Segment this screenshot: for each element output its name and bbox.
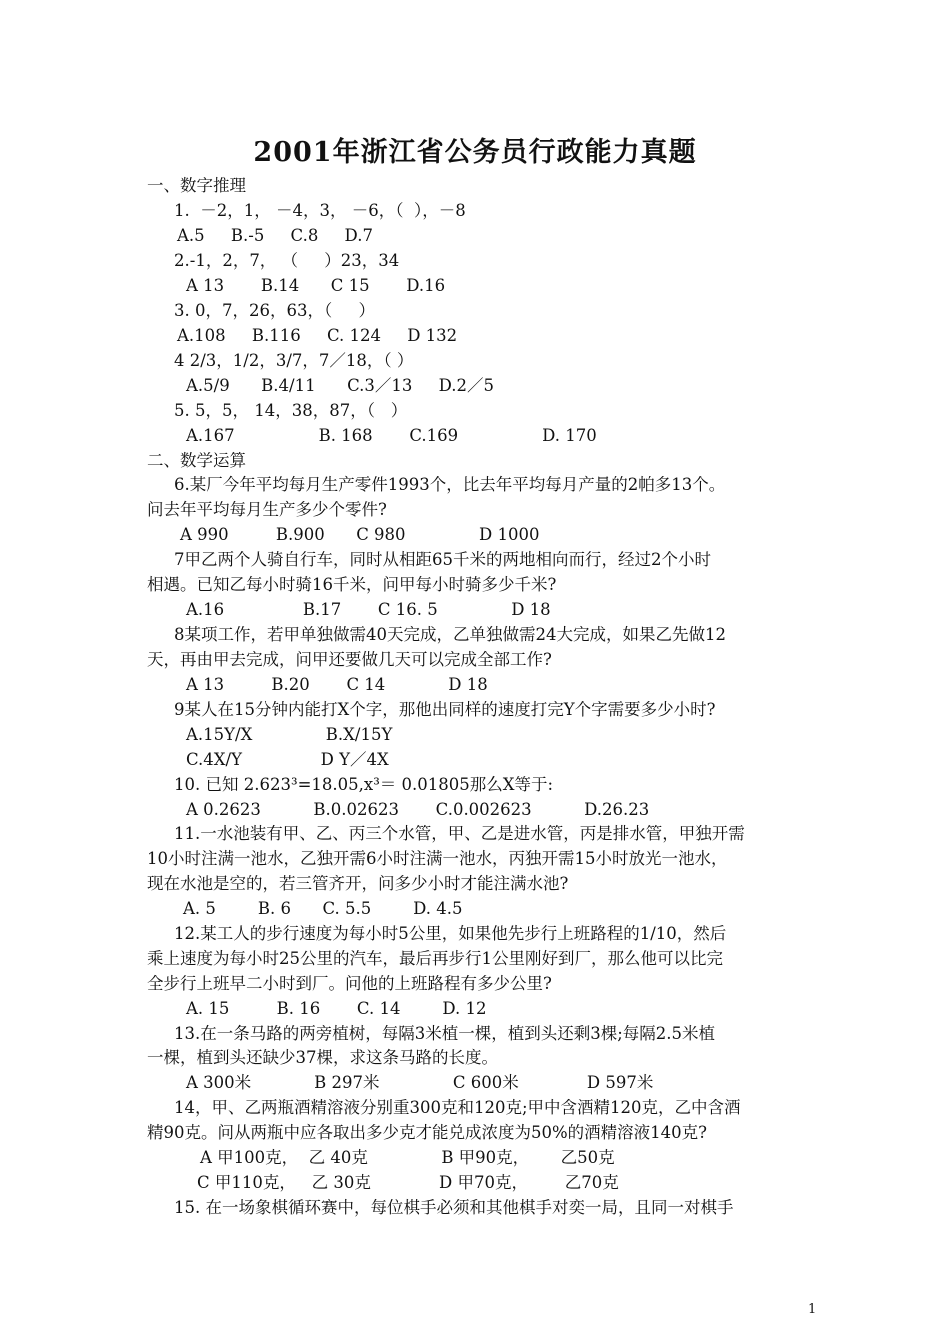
question-line: 10. 已知 2.623³=18.05,x³＝ 0.01805那么X等于: <box>174 775 554 794</box>
options-line: A 300米 B 297米 C 600米 D 597米 <box>186 1073 654 1092</box>
options-line: A 甲100克， 乙 40克 B 甲90克， 乙50克 <box>200 1148 615 1167</box>
options-line: C 甲110克， 乙 30克 D 甲70克， 乙70克 <box>197 1173 619 1192</box>
question-line: 一棵，植到头还缺少37棵，求这条马路的长度。 <box>147 1048 498 1067</box>
options-line: C.4X/Y D Y／4X <box>186 750 389 769</box>
question-line: 9某人在15分钟内能打X个字，那他出同样的速度打完Y个字需要多少小时? <box>174 700 716 719</box>
options-line: A.108 B.116 C. 124 D 132 <box>177 326 458 345</box>
options-line: A 0.2623 B.0.02623 C.0.002623 D.26.23 <box>186 800 650 819</box>
question-line: 6.某厂今年平均每月生产零件1993个，比去年平均每月产量的2帕多13个。 <box>174 475 726 494</box>
question-line: 全步行上班早二小时到厂。问他的上班路程有多少公里? <box>147 974 552 993</box>
options-line: A. 15 B. 16 C. 14 D. 12 <box>186 999 487 1018</box>
question-line: 1. －2，1， －4，3， －6，（ ），－8 <box>174 201 466 220</box>
question-line: 15. 在一场象棋循环赛中，每位棋手必须和其他棋手对奕一局，且同一对棋手 <box>174 1198 734 1217</box>
question-line: 13.在一条马路的两旁植树，每隔3米植一棵，植到头还剩3棵;每隔2.5米植 <box>174 1024 716 1043</box>
section-heading: 一、数字推理 <box>147 176 246 195</box>
options-line: A.5 B.-5 C.8 D.7 <box>177 226 373 245</box>
question-line: 4 2/3，1/2，3/7，7／18，（ ） <box>174 351 414 370</box>
question-line: 问去年平均每月生产多少个零件? <box>147 500 387 519</box>
question-line: 精90克。问从两瓶中应各取出多少克才能兑成浓度为50%的酒精溶液140克? <box>147 1123 708 1142</box>
options-line: A.16 B.17 C 16. 5 D 18 <box>186 600 551 619</box>
question-line: 现在水池是空的，若三管齐开，问多少小时才能注满水池? <box>147 874 569 893</box>
question-line: 8某项工作，若甲单独做需40天完成，乙单独做需24大完成，如果乙先做12 <box>174 625 726 644</box>
options-line: A.15Y/X B.X/15Y <box>186 725 393 744</box>
question-line: 7甲乙两个人骑自行车，同时从相距65千米的两地相向而行，经过2个小时 <box>174 550 711 569</box>
question-line: 2.-1，2，7， （ ）23，34 <box>174 251 400 270</box>
question-line: 5. 5，5， 14，38，87，（ ） <box>174 401 408 420</box>
options-line: A 990 B.900 C 980 D 1000 <box>180 525 540 544</box>
question-line: 3. 0，7，26，63，（ ） <box>174 301 375 320</box>
options-line: A 13 B.20 C 14 D 18 <box>186 675 488 694</box>
question-line: 14，甲、乙两瓶酒精溶液分别重300克和120克;甲中含酒精120克，乙中含酒 <box>174 1098 741 1117</box>
question-line: 相遇。已知乙每小时骑16千米，问甲每小时骑多少千米? <box>147 575 557 594</box>
question-line: 12.某工人的步行速度为每小时5公里，如果他先步行上班路程的1/10，然后 <box>174 924 727 943</box>
options-line: A 13 B.14 C 15 D.16 <box>186 276 446 295</box>
question-line: 10小时注满一池水，乙独开需6小时注满一池水，丙独开需15小时放光一池水， <box>147 849 728 868</box>
options-line: A. 5 B. 6 C. 5.5 D. 4.5 <box>183 899 463 918</box>
section-heading: 二、数学运算 <box>147 451 246 470</box>
page-number: 1 <box>808 1302 817 1317</box>
page-title: 2001年浙江省公务员行政能力真题 <box>253 137 697 168</box>
question-line: 11.一水池装有甲、乙、丙三个水管，甲、乙是进水管，丙是排水管，甲独开需 <box>174 824 745 843</box>
question-line: 天，再由甲去完成，问甲还要做几天可以完成全部工作? <box>147 650 552 669</box>
question-line: 乘上速度为每小时25公里的汽车，最后再步行1公里刚好到厂，那么他可以比完 <box>147 949 723 968</box>
options-line: A.167 B. 168 C.169 D. 170 <box>186 426 597 445</box>
options-line: A.5/9 B.4/11 C.3／13 D.2／5 <box>186 376 494 395</box>
